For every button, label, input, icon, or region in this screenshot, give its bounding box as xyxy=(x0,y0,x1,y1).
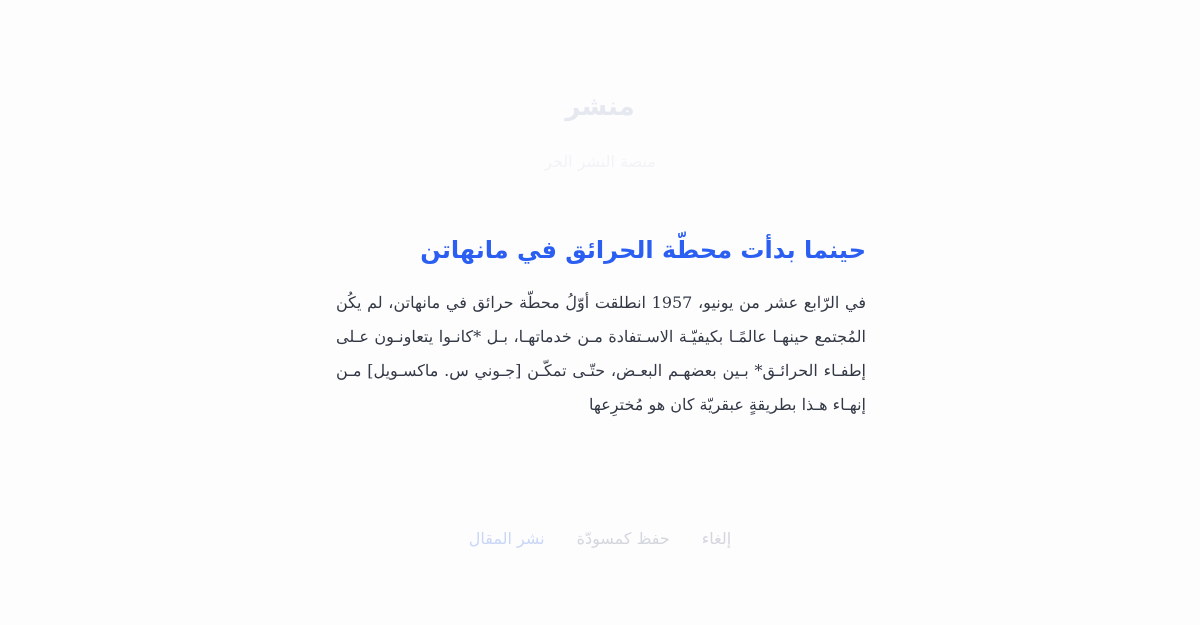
article-preview xyxy=(336,228,866,422)
article-title: حينما بدأت محطّة الحرائق في مانهاتن xyxy=(420,236,866,264)
brand-subtitle: منصة النشر الحر xyxy=(544,152,656,171)
brand-logo: منشر xyxy=(565,92,635,122)
cancel-button[interactable]: إلغاء xyxy=(702,524,731,554)
publish-button[interactable]: نشر المقال xyxy=(469,524,545,554)
save-draft-button[interactable]: حفظ كمسودّة xyxy=(577,524,670,554)
article-body: في الرّابع عشر من يونيو، 1957 انطلقت أوّلُ محطّة حرائق في مانهاتن، لم يكُن المُجتمع حينهـا عالمًـا بكيفيّـة الاسـتفادة مـن خدماتهـا، بـل *كانـوا يتعاونـون عـلى إطفـاء الحرائـق* بـين بعضهـم البعـض، حتّـى تمكّـن [جـوني س. ماكسـويل] مـن إنهـاء هـذا بطريقةٍ عبقريّة كان هو مُخترِعها xyxy=(336,293,867,414)
action-bar xyxy=(0,524,1200,554)
